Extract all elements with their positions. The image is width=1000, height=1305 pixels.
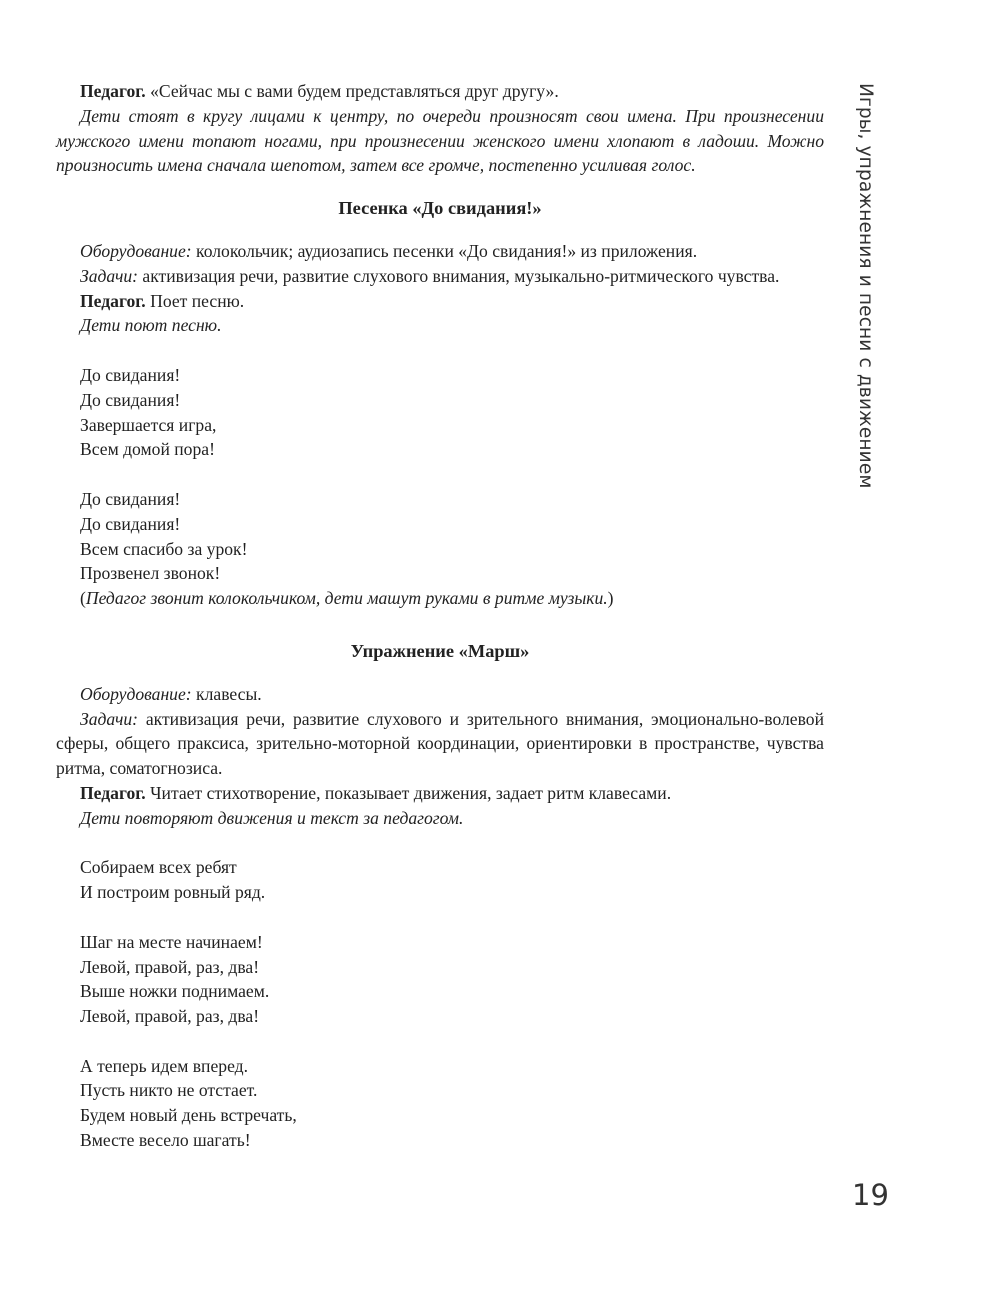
song-tasks xyxy=(56,264,824,289)
tasks-text: активизация речи, развитие слухового внимания, музыкально-ритмического чувства. xyxy=(138,265,780,286)
paren-open: ( xyxy=(80,588,86,609)
speech-text: «Сейчас мы с вами будем представляться друг другу». xyxy=(145,81,559,101)
page-number: 19 xyxy=(852,1178,889,1212)
song-stanza-1 xyxy=(56,363,824,462)
speaker-label: Педагог. xyxy=(80,81,146,101)
speech-text: Читает стихотворение, показывает движения, задает ритм клавесами. xyxy=(145,782,672,803)
march-stanza-3 xyxy=(56,1054,824,1153)
tasks-text: активизация речи, развитие слухового и зрительного внимания, эмоционально-волевой сферы, общего праксиса, зрительно-моторной координации, ориентировки в пространстве, чувства ритма, соматогнозиса. xyxy=(56,708,824,779)
verse-line: Пусть никто не отстает. xyxy=(80,1080,258,1101)
march-stanza-2 xyxy=(56,930,824,1029)
march-children-line: Дети повторяют движения и текст за педагогом. xyxy=(80,807,464,828)
verse-line: А теперь идем вперед. xyxy=(80,1055,249,1076)
march-tasks xyxy=(56,707,824,781)
verse-line: Прозвенел звонок! xyxy=(80,563,221,584)
verse-line: Вместе весело шагать! xyxy=(80,1130,251,1151)
verse-line: И построим ровный ряд. xyxy=(80,882,266,903)
verse-line: Выше ножки поднимаем. xyxy=(80,981,270,1002)
verse-line: Собираем всех ребят xyxy=(80,857,237,878)
verse-line: Завершается игра, xyxy=(80,414,217,435)
song-pedagog-line xyxy=(56,289,824,314)
intro-pedagog-line xyxy=(56,79,824,104)
tasks-label: Задачи: xyxy=(80,265,139,286)
song-closing-direction xyxy=(56,586,824,611)
song-equipment xyxy=(56,239,824,264)
march-stanza-1 xyxy=(56,855,824,905)
verse-line: Будем новый день встречать, xyxy=(80,1105,297,1126)
verse-line: Шаг на месте начинаем! xyxy=(80,931,263,952)
stage-direction: Педагог звонит колокольчиком, дети машут руками в ритме музыки. xyxy=(85,588,608,609)
song-stanza-2 xyxy=(56,487,824,586)
verse-line: До свидания! xyxy=(80,364,181,385)
verse-line: Левой, правой, раз, два! xyxy=(80,956,260,977)
paren-close: ) xyxy=(607,588,614,609)
verse-line: Всем домой пора! xyxy=(80,439,215,460)
verse-line: Левой, правой, раз, два! xyxy=(80,1006,260,1027)
verse-line: До свидания! xyxy=(80,513,181,534)
verse-line: До свидания! xyxy=(80,488,181,509)
equipment-label: Оборудование: xyxy=(80,240,192,261)
verse-line: До свидания! xyxy=(80,389,181,410)
running-section-title: Игры, упражнения и песни с движением xyxy=(855,83,876,489)
song-children-line: Дети поют песню. xyxy=(80,315,222,336)
tasks-label: Задачи: xyxy=(80,708,139,729)
march-pedagog-line xyxy=(56,781,824,806)
verse-line: Всем спасибо за урок! xyxy=(80,538,248,559)
equipment-label: Оборудование: xyxy=(80,683,192,704)
section-heading-song: Песенка «До свидания!» xyxy=(338,198,542,219)
equipment-text: клавесы. xyxy=(191,683,262,704)
speech-text: Поет песню. xyxy=(145,290,245,311)
page-body xyxy=(56,79,824,1153)
intro-instruction: Дети стоят в кругу лицами к центру, по очереди произносят свои имена. При произнесении мужского имени топают ногами, при произнесении женского имени хлопают в ладоши. Можно произносить имена сначала шепотом, затем все громче, постепенно усиливая голос. xyxy=(56,105,824,176)
speaker-label: Педагог. xyxy=(80,290,146,311)
section-heading-march: Упражнение «Марш» xyxy=(350,640,530,661)
speaker-label: Педагог. xyxy=(80,782,146,803)
march-equipment xyxy=(56,682,824,707)
equipment-text: колокольчик; аудиозапись песенки «До свидания!» из приложения. xyxy=(191,240,698,261)
